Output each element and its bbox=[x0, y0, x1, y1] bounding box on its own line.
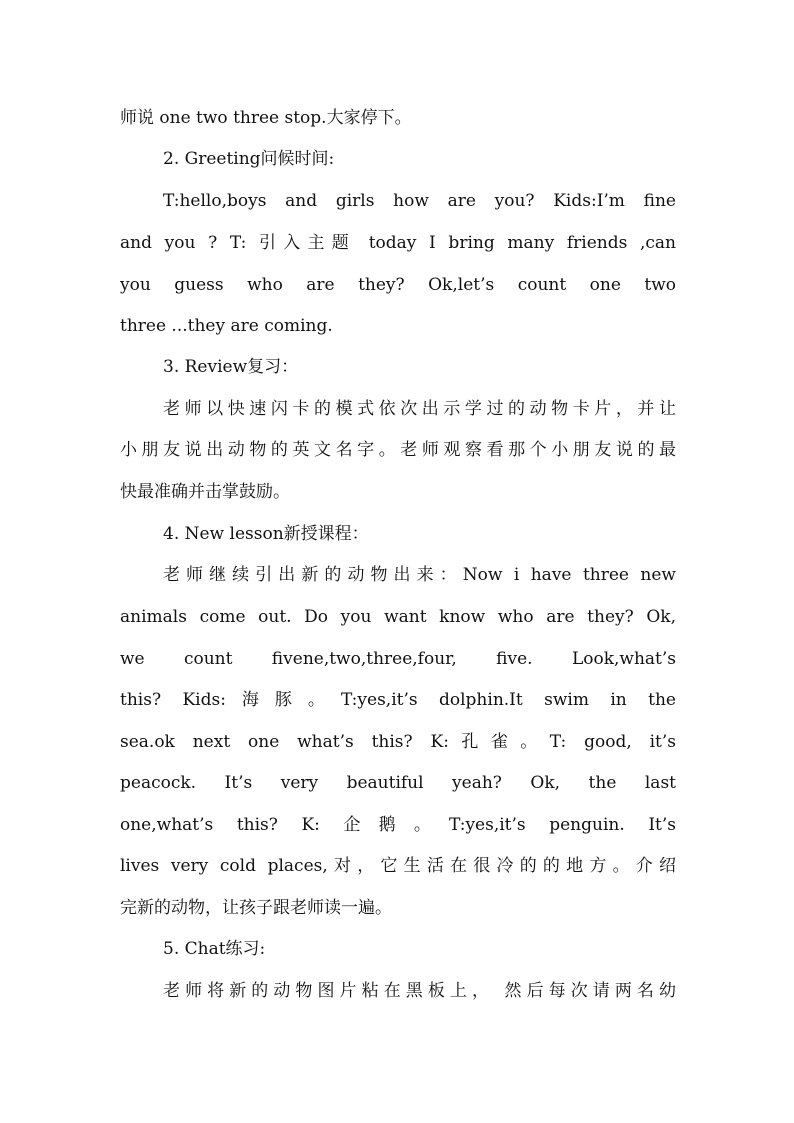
text-line-4: and you ? T: 引入主题 today I bring many friends ,can bbox=[120, 233, 676, 253]
text-line-19: lives very cold places,对，它生活在很冷的的地方。介绍 bbox=[120, 856, 676, 876]
section-heading-greeting: 2. Greeting问候时间: bbox=[163, 149, 335, 169]
text-line-3: T:hello,boys and girls how are you? Kids:I’m fine bbox=[163, 191, 676, 211]
text-line-20: 完新的动物，让孩子跟老师读一遍。 bbox=[120, 898, 392, 918]
text-line-13: animals come out. Do you want know who are they? Ok, bbox=[120, 607, 676, 627]
text-line-1: 师说 one two three stop.大家停下。 bbox=[120, 108, 412, 128]
section-heading-review: 3. Review复习： bbox=[163, 357, 299, 377]
text-line-14: we count fivene,two,three,four, five. Look,what’s bbox=[120, 649, 676, 669]
text-line-6: three ...they are coming. bbox=[120, 316, 333, 336]
text-line-17: peacock. It’s very beautiful yeah? Ok, the last bbox=[120, 773, 676, 793]
text-line-10: 快最准确并击掌鼓励。 bbox=[120, 482, 290, 502]
text-line-8: 老师以快速闪卡的模式依次出示学过的动物卡片，并让 bbox=[163, 399, 676, 419]
text-line-12: 老师继续引出新的动物出来：Now i have three new bbox=[163, 565, 676, 585]
text-line-5: you guess who are they? Ok,let’s count one two bbox=[120, 275, 676, 295]
section-heading-new-lesson: 4. New lesson新授课程： bbox=[163, 524, 369, 544]
text-line-18: one,what’s this? K: 企鹅。T:yes,it’s penguin. It’s bbox=[120, 815, 676, 835]
section-heading-chat: 5. Chat练习: bbox=[163, 939, 266, 959]
text-line-9: 小朋友说出动物的英文名字。老师观察看那个小朋友说的最 bbox=[120, 440, 676, 460]
text-line-22: 老师将新的动物图片粘在黑板上， 然后每次请两名幼 bbox=[163, 981, 676, 1001]
text-line-15: this? Kids:海豚。T:yes,it’s dolphin.It swim in the bbox=[120, 690, 676, 710]
text-line-16: sea.ok next one what’s this? K:孔雀。T: good, it’s bbox=[120, 732, 676, 752]
